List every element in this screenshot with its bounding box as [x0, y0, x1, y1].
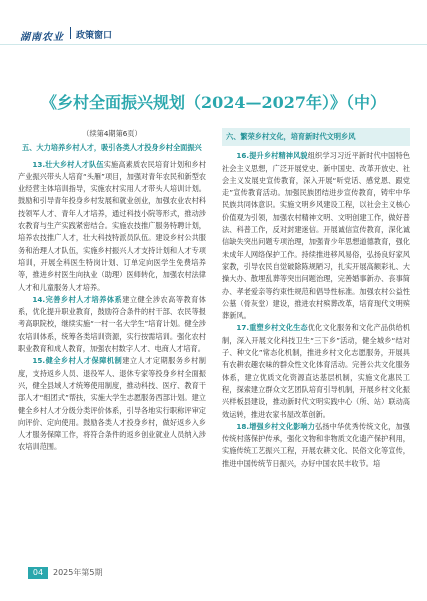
paragraph-14 [18, 294, 206, 355]
paragraph-lead: 13.壮大乡村人才队伍 [32, 159, 104, 169]
page-footer [0, 567, 427, 587]
section-tag: 政策窗口 [76, 31, 113, 41]
paragraph-17 [222, 322, 410, 420]
section-heading-6: 六、繁荣乡村文化，培育新时代文明乡风 [222, 128, 410, 146]
article-title: 《乡村全面振兴规划（2024—2027年）》（中） [40, 93, 387, 112]
paragraph-16 [222, 150, 410, 322]
left-column [18, 128, 206, 454]
issue-label: 2025年第5期 [53, 568, 103, 577]
page-header [0, 0, 427, 45]
paragraph-15 [18, 355, 206, 453]
paragraph-13 [18, 159, 206, 294]
paragraph-18 [222, 421, 410, 470]
right-column [222, 128, 410, 470]
header-divider [70, 27, 71, 39]
paragraph-text: 实施高素质农民培育计划和乡村产业振兴带头人培育“头雁”项目，加强对青年农民和新型农业经营主体培训指导，实施农村实用人才带头人培训计划。鼓励和引导青年投身乡村发展和就业创业，加强农业农村科技领军人才、青年人才培养，通过科技小院等形式，推动涉农教育与生产实践紧密结合。实施农技推广服务特聘计划，培养农技推广人才，壮大科技特派员队伍。建设乡村公共服务和治理人才队伍，实施乡村振兴人才支持计划和人才专项培训，开展全科医生特岗计划、订单定向医学生免费培养等，推进乡村医生向执业（助理）医师转化，加强农村法律人才和儿童服务人才培养。 [18, 159, 206, 292]
paragraph-lead: 17.重塑乡村文化生态 [236, 323, 308, 333]
section-heading-5: 五、大力培养乡村人才，吸引各类人才投身乡村全面振兴 [22, 143, 202, 153]
paragraph-lead: 14.完善乡村人才培养体系 [32, 294, 123, 304]
paragraph-lead: 15.健全乡村人才保障机制 [32, 356, 123, 366]
page-number: 04 [28, 567, 48, 579]
continued-note: （续第4期第6页） [82, 129, 142, 138]
paragraph-text: 建立人才定期服务乡村制度，支持返乡人员、退役军人、退休专家等投身乡村全面振兴，健全县域人才统筹使用制度，推动科技、医疗、教育干部人才“组团式”帮扶，实施大学生志愿服务西部计划。建立健全乡村人才分级分类评价体系，引导各地实行职称评审定向评价、定向使用。鼓励各类人才投身乡村，做好返乡入乡人才服务保障工作，将符合条件的返乡创业就业人员纳入涉农培训范围。 [18, 356, 206, 452]
paragraph-lead: 18.增强乡村文化影响力 [236, 421, 316, 431]
paragraph-text: 弘扬中华优秀传统文化，加强传统村落保护传承，强化文物和非物质文化遗产保护利用，实施传统工艺振兴工程，开展农耕文化、民俗文化等宣传，推进中国传统节日振兴，办好中国农民丰收节。培 [222, 421, 410, 468]
magazine-logo: 湖南农业 [20, 32, 64, 43]
paragraph-lead: 16.提升乡村精神风貌 [236, 151, 308, 161]
paragraph-text: 优化文化服务和文化产品供给机制，深入开展文化科技卫生“三下乡”活动，健全城乡“结对子、种文化”常态化机制，推进乡村文化志愿服务，开展具有农耕农趣农味的群众性文化体育活动。完善公共文化服务体系，建立优质文化资源直达基层机制，实施文化惠民工程，探索建立群众文艺团队培育引导机制，开展乡村文化振兴样板县建设，推动新时代文明实践中心（所、站）联动高效运转，推进农家书屋改革创新。 [222, 323, 410, 419]
paragraph-text: 建立健全涉农高等教育体系，优化提升职业教育，鼓励符合条件的村干部、农民等报考高职院校，继续实施“一村一名大学生”培育计划。健全涉农培训体系，统筹各类培训资源，实行按需培训。强化农村职业教育和成人教育，加强农村数字人才、电商人才培育。 [18, 294, 206, 354]
paragraph-text: 组织学习习近平新时代中国特色社会主义思想，广泛开展党史、新中国史、改革开放史、社会主义发展史宣传教育，深入开展“听党话、感党恩、跟党走”宣传教育活动。加强民族团结进步宣传教育，铸牢中华民族共同体意识。实施文明乡风建设工程，以社会主义核心价值观为引领，加强农村精神文明、文明创建工作，做好普法、科普工作，反对封建迷信。开展诚信宣传教育，深化诚信缺失突出问题专项治理，加强青少年思想道德教育，强化未成年人网络保护工作。持续推进移风易俗，弘扬良好家风家教，引导农民自觉破除陈规陋习，扎实开展高额彩礼、大操大办、散埋乱葬等突出问题治理，完善婚事新办、丧事简办、孝老爱亲等约束性规范和倡导性标准。加强农村公益性公墓（骨灰堂）建设，推进农村殡葬改革，培育现代文明殡葬新风。 [222, 151, 410, 321]
